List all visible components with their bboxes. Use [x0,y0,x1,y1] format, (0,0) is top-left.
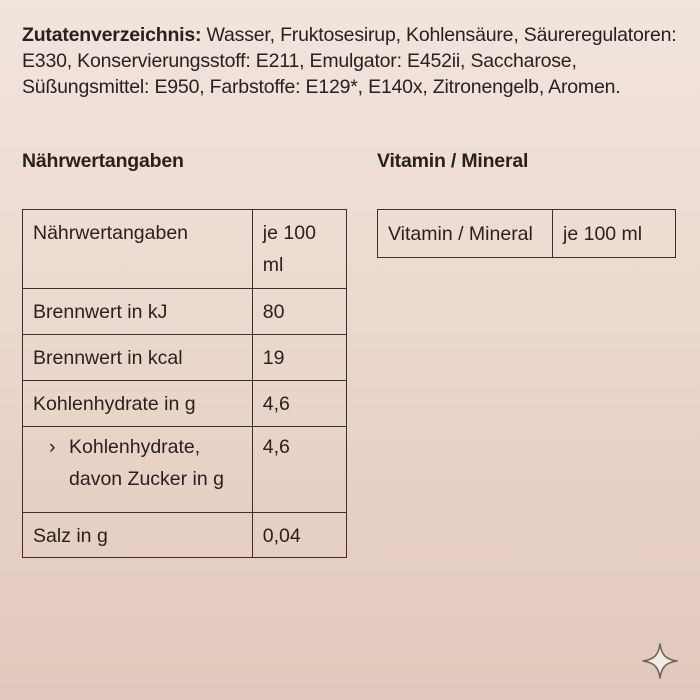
row-label: Salz in g [23,513,253,558]
table-row [23,335,347,381]
vitamin-table [377,209,676,258]
table-header-cell: je 100 ml [553,210,676,258]
table-row [23,289,347,335]
vitamin-section-title: Vitamin / Mineral [377,150,529,172]
row-label: Kohlenhydrate in g [23,381,253,427]
ingredients-list: Wasser, Fruktosesirup, Kohlensäure, Säureregulatoren: E330, Konservierungsstoff: E211, Emulgator: E452ii, Saccharose, Süßungsmittel: E950, Farbstoffe: E129*, E140x, Zitronengelb, Aromen. [22,24,677,98]
nutrition-section-title: Nährwertangaben [22,150,184,172]
row-value: 4,6 [252,427,346,513]
table-header-row [378,210,676,258]
row-label: Brennwert in kcal [23,335,253,381]
sub-row-label [33,431,242,495]
nutrition-table [22,209,347,558]
chevron-right-icon: › [49,436,56,458]
sub-row-label-line2: davon Zucker in g [69,468,225,490]
table-row-sub [23,427,347,513]
ingredients-text [22,22,682,100]
table-header-cell: je 100 ml [252,210,346,289]
table-row [23,513,347,558]
table-row [23,381,347,427]
table-header-row [23,210,347,289]
row-label: Brennwert in kJ [23,289,253,335]
sparkle-icon [642,643,678,679]
row-value: 4,6 [252,381,346,427]
row-value: 19 [252,335,346,381]
row-value: 0,04 [252,513,346,558]
row-value: 80 [252,289,346,335]
row-label [23,427,253,513]
table-header-cell: Nährwertangaben [23,210,253,289]
ingredients-label: Zutatenverzeichnis: [22,24,202,46]
table-header-cell: Vitamin / Mineral [378,210,553,258]
sub-row-label-line1: Kohlenhydrate, [69,436,201,458]
